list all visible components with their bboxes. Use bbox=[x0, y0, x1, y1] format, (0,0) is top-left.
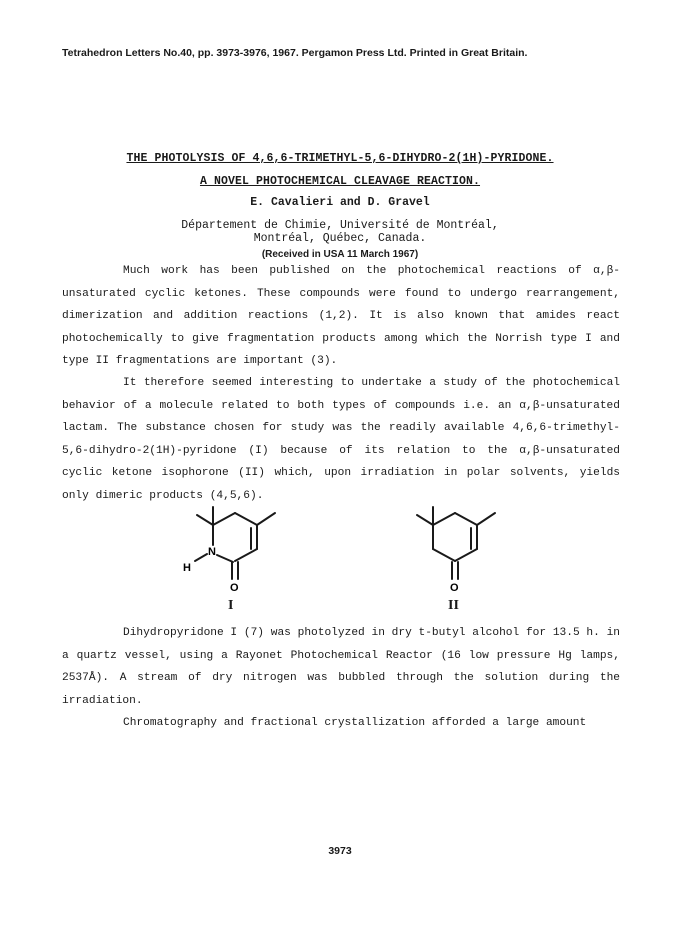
paragraph-1: Much work has been published on the photochemical reactions of α,β-unsaturated cyclic ketones. These compounds were found to undergo rearrangement, dimerization and addition reactions (1,2). It is also known that amides react photochemically to give fragmentation products among which the Norrish type I and type II fragmentations are important (3). bbox=[62, 265, 620, 367]
compound-label-II: II bbox=[448, 598, 459, 613]
article-title-line-1: THE PHOTOLYSIS OF 4,6,6-TRIMETHYL-5,6-DIHYDRO-2(1H)-PYRIDONE. bbox=[126, 152, 554, 165]
bond-c2-c1 bbox=[455, 549, 477, 561]
paragraph-2: It therefore seemed interesting to undertake a study of the photochemical behavior of a molecule related to both types of compounds i.e. an α,β-unsaturated lactam. The substance chosen for study was the readily available 4,6,6-trimethyl-5,6-dihydro-2(1H)-pyridone (I) because of its relation to the α,β-unsaturated cyclic ketone isophorone (II) which, upon irradiation in polar solvents, yields only dimeric products (4,5,6). bbox=[62, 377, 620, 502]
structure-I-dihydropyridone bbox=[175, 505, 285, 600]
bond-n-h bbox=[195, 554, 207, 561]
bond-c3-c2 bbox=[235, 549, 257, 561]
atom-hydrogen: H bbox=[183, 562, 191, 574]
page-number: 3973 bbox=[328, 845, 352, 857]
atom-oxygen-1: O bbox=[230, 582, 239, 594]
methyl-c6-a bbox=[197, 515, 213, 525]
paragraph-4: Chromatography and fractional crystallization afforded a large amount bbox=[123, 717, 587, 729]
atom-oxygen-2: O bbox=[450, 582, 459, 594]
methyl-c3 bbox=[477, 513, 495, 525]
methyl-c5-a bbox=[417, 515, 433, 525]
affiliation-line-2: Montréal, Québec, Canada. bbox=[253, 232, 427, 245]
bond-c6-c5 bbox=[213, 513, 235, 525]
received-date: (Received in USA 11 March 1967) bbox=[261, 249, 419, 260]
compound-label-I: I bbox=[228, 598, 234, 613]
bond-c5-c4 bbox=[235, 513, 257, 525]
bond-c5-c4 bbox=[433, 513, 455, 525]
article-title-line-2: A NOVEL PHOTOCHEMICAL CLEAVAGE REACTION. bbox=[199, 175, 481, 188]
bond-c4-c3 bbox=[455, 513, 477, 525]
affiliation-line-1: Département de Chimie, Université de Montréal, bbox=[181, 219, 499, 232]
bond-n1-c2 bbox=[217, 555, 233, 562]
methyl-c4 bbox=[257, 513, 275, 525]
journal-citation-header: Tetrahedron Letters No.40, pp. 3973-3976, 1967. Pergamon Press Ltd. Printed in Great Britain. bbox=[62, 47, 528, 59]
article-authors: E. Cavalieri and D. Gravel bbox=[250, 196, 430, 209]
structure-II-isophorone bbox=[395, 505, 505, 600]
paragraph-3: Dihydropyridone I (7) was photolyzed in dry t-butyl alcohol for 13.5 h. in a quartz vessel, using a Rayonet Photochemical Reactor (16 low pressure Hg lamps, 2537Å). A stream of dry nitrogen was bubbled through the solution during the irradiation. bbox=[62, 627, 620, 707]
atom-nitrogen: N bbox=[208, 546, 216, 558]
bond-c6-c1 bbox=[433, 549, 455, 561]
